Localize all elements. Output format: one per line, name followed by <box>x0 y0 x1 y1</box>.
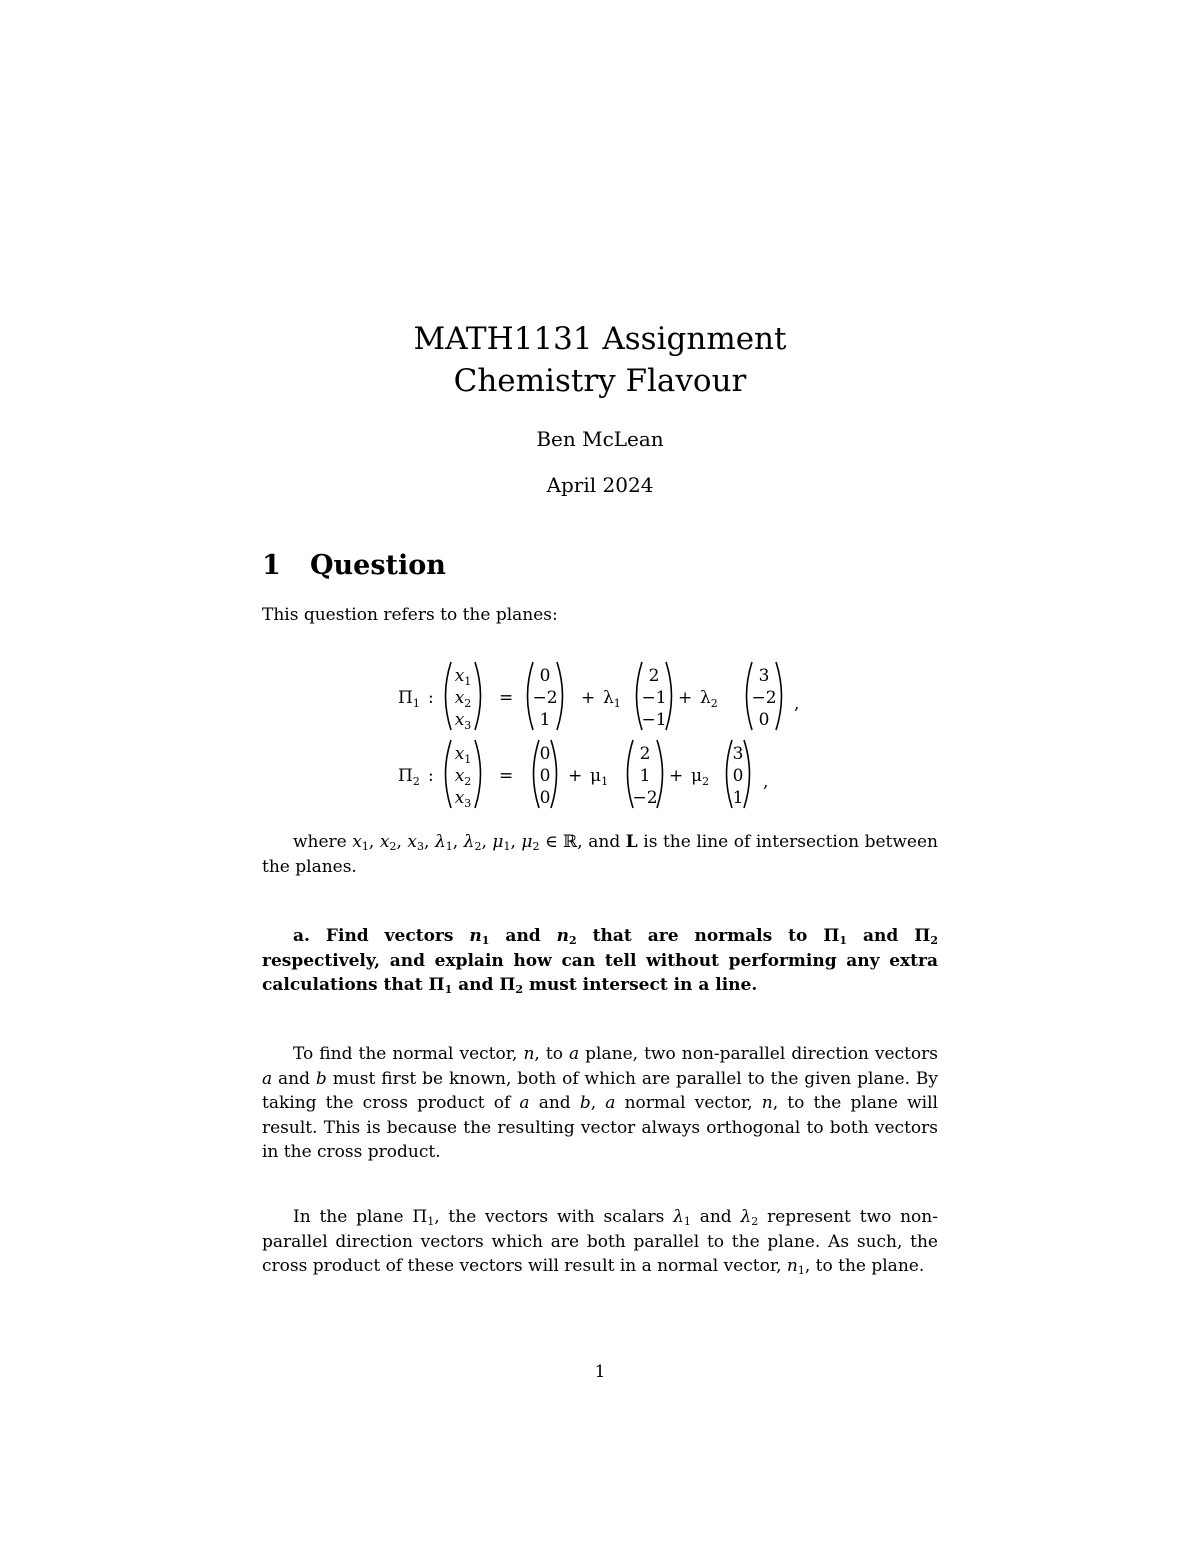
parameter-2: $\mu_2$ <box>691 766 710 788</box>
plane-label: $\Pi_2$ <box>398 766 420 788</box>
position-vector-entry: $x_1$ <box>454 666 472 688</box>
position-vector-entry: $x_2$ <box>454 688 472 710</box>
direction-vector-1-entry: −2 <box>632 788 658 808</box>
normal-vector-paragraph: To find the normal vector, n, to a plane, two non-parallel direction vectors a and b must first be known, both of which are parallel to the given plane. By taking the cross product of a and b, a normal vector, n, to the plane will result. This is because the resulting vector always orthogonal to both vectors in the cross product. <box>262 1044 938 1162</box>
plus-sign: + <box>678 688 693 708</box>
plane-1-equation <box>398 662 799 732</box>
direction-vector-1-entry: −1 <box>641 688 667 708</box>
colon: : <box>428 766 434 786</box>
document-title <box>0 318 1200 402</box>
matrix-bracket <box>534 740 540 808</box>
direction-vector-1-entry: 2 <box>639 744 651 764</box>
matrix-bracket <box>446 662 452 730</box>
matrix-bracket <box>744 740 750 808</box>
page-number: 1 <box>594 1362 606 1382</box>
colon: : <box>428 688 434 708</box>
direction-vector-2-entry: 0 <box>758 710 770 730</box>
part-a-question: a. Find vectors $n_1$ and $n_2$ that are normals to $\Pi_1$ and $\Pi_2$ respectively, and explain how can tell without performing any extra calculations that $\Pi_1$ and $\Pi_2$ must intersect in a line. <box>262 926 938 996</box>
plane-equations <box>0 650 1200 820</box>
document-date: April 2024 <box>546 473 654 497</box>
direction-vector-1-entry: −1 <box>641 710 667 730</box>
point-vector-entry: 0 <box>539 788 551 808</box>
section-heading <box>262 550 446 581</box>
plus-sign: + <box>581 688 596 708</box>
position-vector-entry: $x_3$ <box>454 788 472 810</box>
title-line-1: MATH1131 Assignment <box>413 321 787 357</box>
where-paragraph: where $x_1$, $x_2$, $x_3$, $\lambda_1$, $\lambda_2$, $\mu_1$, $\mu_2$ ∈ ℝ, and L is the line of intersection between the planes. <box>262 832 938 877</box>
point-vector-entry: 1 <box>539 710 551 730</box>
point-vector-entry: 0 <box>539 666 551 686</box>
intro-text: This question refers to the planes: <box>262 605 558 625</box>
plane-label: $\Pi_1$ <box>398 688 420 710</box>
section-number: 1 <box>262 550 281 581</box>
direction-vector-1-entry: 2 <box>648 666 660 686</box>
matrix-bracket <box>776 662 782 730</box>
matrix-bracket <box>475 662 481 730</box>
matrix-bracket <box>727 740 733 808</box>
author-name: Ben McLean <box>536 427 664 451</box>
comma: , <box>763 772 769 792</box>
position-vector-entry: $x_2$ <box>454 766 472 788</box>
plus-sign: + <box>669 766 684 786</box>
matrix-bracket <box>657 740 663 808</box>
matrix-bracket <box>666 662 672 730</box>
point-vector-entry: −2 <box>532 688 558 708</box>
direction-vector-2-entry: 3 <box>758 666 770 686</box>
title-line-2: Chemistry Flavour <box>453 363 747 399</box>
matrix-bracket <box>551 740 557 808</box>
comma: , <box>794 694 800 714</box>
part-a-label: a. <box>293 926 310 946</box>
direction-vector-2-entry: 1 <box>732 788 744 808</box>
position-vector-entry: $x_3$ <box>454 710 472 732</box>
direction-vector-2-entry: 0 <box>732 766 744 786</box>
section-title: Question <box>310 550 446 581</box>
plus-sign: + <box>568 766 583 786</box>
equals-sign: = <box>499 766 514 786</box>
matrix-bracket <box>446 740 452 808</box>
direction-vector-2-entry: 3 <box>732 744 744 764</box>
matrix-bracket <box>557 662 563 730</box>
direction-vector-1-entry: 1 <box>639 766 651 786</box>
parameter-1: $\lambda_1$ <box>603 688 621 710</box>
parameter-1: $\mu_1$ <box>590 766 609 788</box>
position-vector-entry: $x_1$ <box>454 744 472 766</box>
equals-sign: = <box>499 688 514 708</box>
point-vector-entry: 0 <box>539 744 551 764</box>
point-vector-entry: 0 <box>539 766 551 786</box>
direction-vector-2-entry: −2 <box>751 688 777 708</box>
parameter-2: $\lambda_2$ <box>700 688 718 710</box>
matrix-bracket <box>475 740 481 808</box>
plane-2-equation <box>398 740 768 810</box>
plane-1-paragraph: In the plane $\Pi_1$, the vectors with scalars $\lambda_1$ and $\lambda_2$ represent two non-parallel direction vectors which are both parallel to the plane. As such, the cross product of these vectors will result in a normal vector, $n_1$, to the plane. <box>262 1207 938 1277</box>
